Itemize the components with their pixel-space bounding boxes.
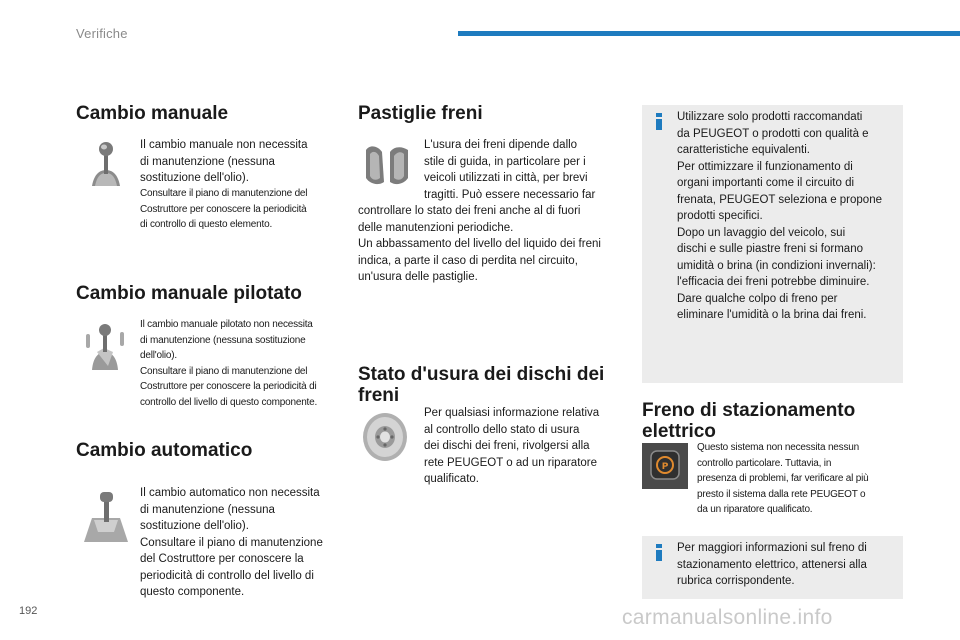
section-header-label: Verifiche: [76, 26, 128, 41]
parking-brake-switch-icon: [642, 443, 688, 489]
section-header-bar: [458, 31, 960, 36]
info-box-parking-brake-text: Per maggiori informazioni sul freno di stazionamento elettrico, attenersi alla rubrica corrispondente.: [677, 542, 867, 587]
info-icon: [656, 544, 662, 561]
pastiglie-text-indent: L'usura dei freni dipende dallo stile di guida, in particolare per i veicoli utilizzati in città, per brevi tragitti. Può essere necessario far: [424, 139, 596, 201]
page-number: 192: [19, 605, 38, 617]
cambio-manuale-title: Cambio manuale: [76, 103, 229, 124]
info-box-parking-brake: [642, 536, 903, 599]
freno-stazionamento-text: Questo sistema non necessita nessun controllo particolare. Tuttavia, in presenza di problemi, far verificare al più presto il sistema dalla rete PEUGEOT o da un riparatore qualificato.: [697, 442, 869, 515]
watermark: carmanualsonline.info: [622, 606, 833, 629]
cambio-manuale-note: Consultare il piano di manutenzione del Costruttore per conoscere la periodicità di controllo di questo elemento.: [140, 188, 308, 230]
info-box-products-text: Utilizzare solo prodotti raccomandati da PEUGEOT o prodotti con qualità e caratteristiche equivalenti. Per ottimizzare il funzionamento di organi importanti come il circuito di frenata, PEUGEOT seleziona e propone prodotti specifici. Dopo un lavaggio del veicolo, sui dischi e sulle piastre freni si formano umidità o brina (in condizioni invernali): l'efficacia dei freni potrebbe diminuire. Dare qualche colpo di freno per eliminare l'umidità o la brina dai freni.: [677, 111, 882, 321]
brake-disc-icon: [360, 410, 410, 464]
dischi-text: Per qualsiasi informazione relativa al controllo dello stato di usura dei dischi dei freni, rivolgersi alla rete PEUGEOT o ad un riparatore qualificato.: [424, 407, 600, 485]
svg-text:P: P: [661, 462, 669, 472]
info-box-products: [642, 105, 903, 383]
cambio-manuale-text: Il cambio manuale non necessita di manutenzione (nessuna sostituzione dell'olio).: [140, 139, 308, 184]
cambio-pilotato-text: Il cambio manuale pilotato non necessita di manutenzione (nessuna sostituzione dell'olio). Consultare il piano di manutenzione del Costruttore per conoscere la periodicità di controllo del livello di questo componente.: [140, 319, 318, 408]
piloted-gear-lever-icon: [82, 322, 128, 374]
pastiglie-title: Pastiglie freni: [358, 103, 483, 124]
freno-stazionamento-title: Freno di stazionamento elettrico: [642, 400, 856, 442]
info-icon: [656, 113, 662, 130]
cambio-automatico-text: Il cambio automatico non necessita di manutenzione (nessuna sostituzione dell'olio). Consultare il piano di manutenzione del Costruttore per conoscere la periodicità di controllo del livello di questo componente.: [140, 487, 323, 598]
dischi-title: Stato d'usura dei dischi dei freni: [358, 364, 605, 406]
automatic-gear-lever-icon: [80, 488, 132, 546]
gear-lever-icon: [84, 140, 128, 190]
cambio-pilotato-title: Cambio manuale pilotato: [76, 283, 302, 304]
brake-pads-icon: [362, 140, 412, 190]
cambio-automatico-title: Cambio automatico: [76, 440, 253, 461]
pastiglie-text: controllare lo stato dei freni anche al di fuori delle manutenzioni periodiche. Un abbassamento del livello del liquido dei freni indica, a parte il caso di perdita nel circuito, un'usura delle pastiglie.: [358, 205, 601, 283]
